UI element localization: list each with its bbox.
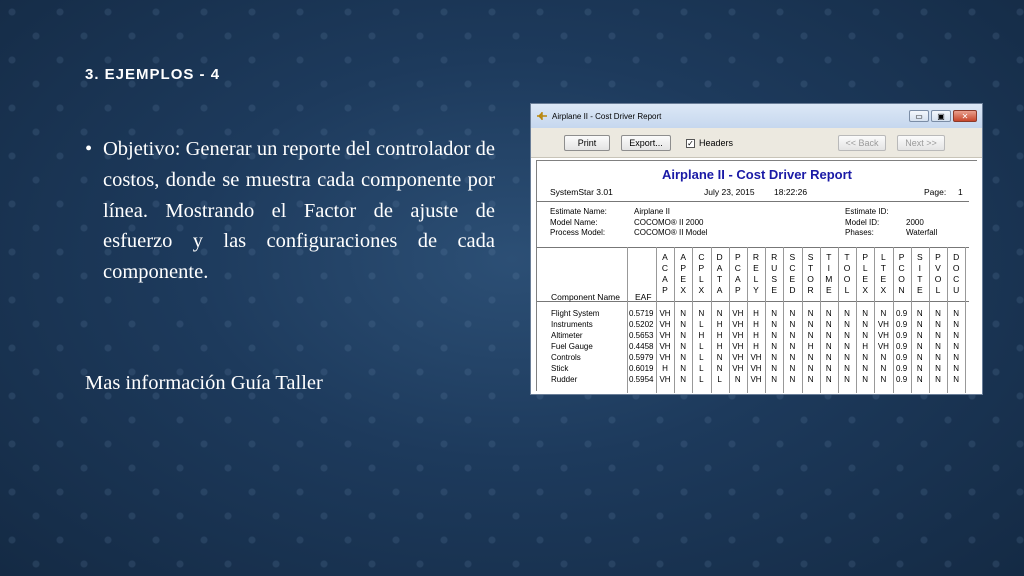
row-driver-value: N (825, 331, 832, 340)
print-button[interactable]: Print (564, 135, 610, 151)
row-driver-value: 0.9 (896, 320, 908, 329)
report-page-number: 1 (958, 187, 963, 197)
row-driver-value: VH (877, 320, 889, 329)
row-driver-value: N (680, 309, 687, 318)
row-driver-value: N (771, 375, 778, 384)
report-system: SystemStar 3.01 (550, 187, 613, 197)
row-eaf-value: 0.5202 (629, 320, 654, 329)
row-driver-value: VH (877, 342, 889, 351)
driver-header-letter: P (734, 252, 741, 262)
row-driver-value: N (771, 353, 778, 362)
driver-header-pcon (894, 252, 910, 296)
driver-header-letter: L (844, 285, 850, 295)
row-driver-value: N (680, 342, 687, 351)
row-driver-value: N (844, 364, 850, 373)
driver-header-letter: P (862, 252, 869, 262)
row-driver-value: VH (750, 364, 762, 373)
driver-header-cplx (693, 252, 709, 296)
row-driver-value: N (844, 331, 850, 340)
driver-header-letter: A (662, 252, 668, 262)
driver-header-letter: E (825, 285, 832, 295)
row-driver-value: N (825, 320, 832, 329)
driver-header-letter: S (807, 252, 814, 262)
driver-header-letter: A (716, 285, 723, 295)
airplane-icon (536, 111, 548, 121)
estimate-id-label: Estimate ID: (845, 207, 889, 216)
row-driver-value: L (699, 364, 704, 373)
driver-header-letter: O (934, 274, 942, 284)
minimize-button[interactable]: ▭ (909, 110, 929, 122)
row-driver-value: N (789, 364, 796, 373)
row-driver-value: VH (732, 364, 744, 373)
row-driver-value: 0.9 (896, 331, 908, 340)
row-driver-value: H (807, 342, 814, 351)
row-driver-value: N (771, 364, 778, 373)
driver-header-letter: R (807, 285, 814, 295)
driver-header-letter: O (843, 274, 851, 284)
slide-heading: 3. EJEMPLOS - 4 (85, 66, 221, 83)
row-driver-value: N (916, 375, 923, 384)
row-driver-value: N (807, 353, 814, 362)
row-driver-value: N (807, 364, 814, 373)
eaf-header: EAF (635, 292, 652, 302)
column-divider (627, 247, 628, 393)
driver-header-letter: P (662, 285, 668, 295)
driver-header-letter: E (862, 274, 869, 284)
driver-header-letter: L (935, 285, 941, 295)
row-driver-value: 0.9 (896, 364, 908, 373)
row-driver-value: H (716, 320, 723, 329)
row-driver-value: N (862, 353, 869, 362)
driver-header-letter: I (827, 263, 830, 273)
row-driver-value: H (698, 331, 705, 340)
row-eaf-value: 0.5954 (629, 375, 654, 384)
row-driver-value: L (699, 375, 704, 384)
info-labels-left (550, 207, 607, 239)
row-driver-value: N (916, 320, 923, 329)
row-driver-value: N (789, 375, 796, 384)
driver-header-letter: O (807, 274, 814, 284)
row-driver-value: N (789, 309, 796, 318)
row-driver-value: 0.9 (896, 342, 908, 351)
headers-label: Headers (699, 138, 734, 148)
row-component-name: Rudder (551, 375, 578, 384)
driver-header-letter: P (734, 285, 741, 295)
row-driver-value: N (844, 342, 850, 351)
row-driver-value: VH (750, 375, 762, 384)
driver-header-docu (948, 252, 964, 296)
info-values-right (906, 207, 937, 239)
driver-header-letter: V (935, 263, 941, 273)
process-model-value: COCOMO® II Model (634, 228, 708, 237)
row-driver-value: N (716, 364, 723, 373)
driver-header-acap (657, 252, 673, 296)
export-button[interactable]: Export... (621, 135, 671, 151)
row-driver-value: N (880, 353, 887, 362)
row-driver-value: N (935, 342, 941, 351)
row-driver-value: N (716, 353, 723, 362)
row-driver-value: N (935, 320, 941, 329)
driver-header-letter: A (734, 274, 741, 284)
row-component-name: Altimeter (551, 331, 583, 340)
driver-header-letter: O (843, 263, 851, 273)
driver-header-letter: A (716, 263, 723, 273)
driver-header-letter: C (698, 252, 705, 262)
row-driver-value: N (953, 331, 960, 340)
row-driver-value: N (935, 353, 941, 362)
row-driver-value: H (753, 331, 759, 340)
driver-header-letter: R (771, 252, 778, 262)
maximize-button[interactable]: ▣ (931, 110, 951, 122)
row-driver-value: N (862, 309, 869, 318)
row-driver-value: N (807, 331, 814, 340)
driver-header-letter: U (771, 263, 778, 273)
row-driver-value: N (953, 375, 960, 384)
driver-header-letter: A (680, 252, 687, 262)
row-component-name: Controls (551, 353, 581, 362)
driver-header-letter: X (680, 285, 687, 295)
row-driver-value: N (825, 342, 832, 351)
row-driver-value: L (699, 342, 704, 351)
row-driver-value: N (844, 309, 850, 318)
row-driver-value: H (662, 364, 668, 373)
window-controls (909, 110, 977, 122)
row-driver-value: N (880, 364, 887, 373)
row-driver-value: N (698, 309, 705, 318)
driver-header-letter: D (789, 285, 796, 295)
row-driver-value: N (789, 320, 796, 329)
row-driver-value: VH (732, 331, 744, 340)
row-component-name: Fuel Gauge (551, 342, 593, 351)
row-driver-value: N (916, 331, 923, 340)
driver-header-letter: P (680, 263, 687, 273)
row-driver-value: VH (732, 309, 744, 318)
driver-header-letter: P (698, 263, 705, 273)
driver-header-ltex (875, 252, 891, 296)
row-driver-value: N (916, 309, 923, 318)
row-driver-value: N (789, 331, 796, 340)
row-driver-value: N (953, 342, 960, 351)
row-driver-value: N (771, 331, 778, 340)
driver-header-apex (675, 252, 691, 296)
row-driver-value: N (680, 331, 687, 340)
estimate-name-label: Estimate Name: (550, 207, 607, 216)
row-driver-value: N (807, 309, 814, 318)
row-driver-value: VH (659, 375, 671, 384)
phases-value: Waterfall (906, 228, 938, 237)
model-name-label: Model Name: (550, 217, 598, 227)
objective-text: Objetivo: Generar un reporte del controlador de costos, donde se muestra cada componente por línea. Mostrando el Factor de ajuste de esfuerzo y las configuraciones de cada componente. (103, 138, 495, 284)
driver-header-letter: L (862, 263, 868, 273)
headers-checkbox[interactable]: ✓ (687, 139, 694, 148)
driver-header-letter: C (661, 263, 669, 273)
driver-header-letter: C (898, 263, 905, 273)
row-driver-value: N (862, 320, 869, 329)
row-driver-value: N (807, 375, 814, 384)
driver-header-letter: L (753, 274, 759, 284)
process-model-label: Process Model: (550, 228, 606, 237)
row-driver-value: N (862, 364, 869, 373)
driver-header-letter: T (917, 274, 923, 284)
row-driver-value: VH (732, 320, 744, 329)
row-driver-value: N (935, 309, 941, 318)
report-title: Airplane II - Cost Driver Report (662, 167, 852, 182)
row-driver-value: N (844, 320, 850, 329)
row-eaf-value: 0.5653 (629, 331, 654, 340)
estimate-id-value (906, 207, 937, 218)
driver-header-letter: S (789, 252, 796, 262)
driver-header-letter: R (752, 252, 760, 262)
row-driver-value: N (825, 309, 832, 318)
row-driver-value: H (716, 342, 723, 351)
row-driver-value: N (825, 375, 832, 384)
row-driver-value: N (862, 331, 869, 340)
driver-header-letter: T (826, 252, 832, 262)
window-title: Airplane II - Cost Driver Report (552, 111, 662, 121)
more-info-text: Mas información Guía Taller (85, 372, 323, 394)
row-driver-value: L (699, 320, 704, 329)
row-driver-value: H (862, 342, 869, 351)
driver-header-letter: T (844, 252, 850, 262)
row-driver-value: VH (750, 353, 762, 362)
row-component-name: Flight System (551, 309, 600, 318)
driver-header-letter: E (680, 274, 687, 284)
report-date: July 23, 2015 (704, 187, 755, 197)
row-driver-value: VH (659, 309, 671, 318)
row-driver-value: H (753, 309, 759, 318)
row-driver-value: N (716, 309, 723, 318)
row-driver-value: N (771, 342, 778, 351)
driver-header-letter: O (898, 274, 905, 284)
row-driver-value: N (825, 364, 832, 373)
driver-header-letter: Y (753, 285, 759, 295)
row-driver-value: 0.9 (896, 353, 908, 362)
bullet-marker: • (85, 138, 93, 160)
driver-header-letter: S (916, 252, 923, 262)
row-driver-value: N (680, 364, 687, 373)
row-driver-value: N (935, 364, 941, 373)
driver-header-letter: L (699, 274, 704, 284)
row-eaf-value: 0.4458 (629, 342, 654, 351)
driver-header-letter: O (952, 263, 960, 273)
next-button[interactable]: Next >> (897, 135, 945, 151)
row-driver-value: N (916, 342, 923, 351)
model-name-value: COCOMO® II 2000 (634, 217, 704, 227)
component-name-header: Component Name (551, 292, 620, 302)
row-driver-value: N (916, 364, 923, 373)
row-component-name: Instruments (551, 320, 593, 329)
divider (537, 201, 969, 202)
row-driver-value: H (753, 342, 759, 351)
row-driver-value: 0.9 (896, 309, 908, 318)
row-driver-value: N (844, 353, 850, 362)
row-driver-value: N (935, 331, 941, 340)
row-driver-value: N (680, 320, 687, 329)
driver-header-letter: E (753, 263, 759, 273)
report-page-label: Page: (924, 187, 947, 197)
row-driver-value: VH (659, 342, 671, 351)
driver-header-letter: E (916, 285, 923, 295)
report-toolbar (531, 128, 982, 158)
row-driver-value: N (771, 320, 778, 329)
driver-header-data (712, 252, 728, 296)
driver-header-letter: T (716, 274, 723, 284)
driver-header-site (912, 252, 928, 296)
driver-header-letter: S (771, 274, 778, 284)
row-driver-value: N (789, 342, 796, 351)
row-driver-value: N (771, 309, 778, 318)
driver-header-letter: C (789, 263, 796, 273)
driver-header-letter: C (734, 263, 741, 273)
driver-header-letter: U (953, 285, 960, 295)
driver-header-letter: X (698, 285, 705, 295)
driver-header-letter: E (789, 274, 796, 284)
row-driver-value: H (753, 320, 759, 329)
back-button[interactable]: << Back (838, 135, 886, 151)
report-window (530, 103, 983, 395)
close-button[interactable]: ✕ (953, 110, 977, 122)
driver-header-pvol (930, 252, 946, 296)
info-labels-right (845, 207, 889, 239)
row-driver-value: N (789, 353, 796, 362)
row-driver-value: VH (732, 353, 744, 362)
row-driver-value: N (916, 353, 923, 362)
divider (537, 247, 969, 248)
row-eaf-value: 0.6019 (629, 364, 654, 373)
row-driver-value: N (953, 320, 960, 329)
row-component-name: Stick (551, 364, 569, 373)
driver-header-letter: T (807, 263, 814, 273)
driver-header-letter: X (862, 285, 869, 295)
row-driver-value: L (717, 375, 722, 384)
driver-header-letter: E (771, 285, 778, 295)
row-driver-value: VH (877, 331, 889, 340)
row-driver-value: N (734, 375, 741, 384)
driver-header-sced (784, 252, 800, 296)
driver-header-letter: D (953, 252, 960, 262)
row-driver-value: H (716, 331, 723, 340)
row-driver-value: VH (732, 342, 744, 351)
row-driver-value: VH (659, 331, 671, 340)
objective-bullet (85, 134, 495, 288)
row-driver-value: N (825, 353, 832, 362)
row-driver-value: N (680, 375, 687, 384)
row-driver-value: N (844, 375, 850, 384)
row-driver-value: N (953, 353, 960, 362)
driver-header-letter: X (880, 285, 887, 295)
window-titlebar[interactable] (531, 104, 982, 128)
driver-header-letter: I (918, 263, 921, 273)
driver-header-letter: T (880, 263, 886, 273)
row-driver-value: VH (659, 353, 671, 362)
report-page (536, 160, 977, 391)
model-id-value: 2000 (906, 217, 924, 227)
row-driver-value: N (807, 320, 814, 329)
row-driver-value: N (953, 364, 960, 373)
row-driver-value: 0.9 (896, 375, 908, 384)
row-eaf-value: 0.5979 (629, 353, 654, 362)
estimate-name-value: Airplane II (634, 207, 671, 216)
driver-header-letter: L (881, 252, 886, 262)
row-driver-value: VH (659, 320, 671, 329)
row-driver-value: N (680, 353, 687, 362)
phases-label: Phases: (845, 228, 874, 237)
row-driver-value: N (862, 375, 869, 384)
driver-header-letter: P (898, 252, 905, 262)
driver-header-time (821, 252, 837, 296)
driver-header-letter: P (935, 252, 941, 262)
row-driver-value: N (880, 309, 887, 318)
driver-header-rely (748, 252, 764, 296)
driver-header-pcap (730, 252, 746, 296)
driver-header-plex (857, 252, 873, 296)
info-values-left (634, 207, 707, 239)
driver-header-ruse (766, 252, 782, 296)
driver-header-letter: D (716, 252, 723, 262)
row-driver-value: L (699, 353, 704, 362)
report-time: 18:22:26 (774, 187, 808, 197)
driver-header-letter: M (825, 274, 833, 284)
driver-header-letter: C (953, 274, 960, 284)
driver-header-stor (803, 252, 819, 296)
driver-header-tool (839, 252, 855, 296)
model-id-label: Model ID: (845, 217, 880, 227)
driver-header-letter: E (880, 274, 887, 284)
driver-header-letter: N (898, 285, 905, 295)
row-driver-value: N (953, 309, 960, 318)
driver-header-letter: A (662, 274, 668, 284)
row-driver-value: N (935, 375, 941, 384)
row-driver-value: N (880, 375, 887, 384)
column-divider (965, 247, 966, 393)
row-eaf-value: 0.5719 (629, 309, 654, 318)
